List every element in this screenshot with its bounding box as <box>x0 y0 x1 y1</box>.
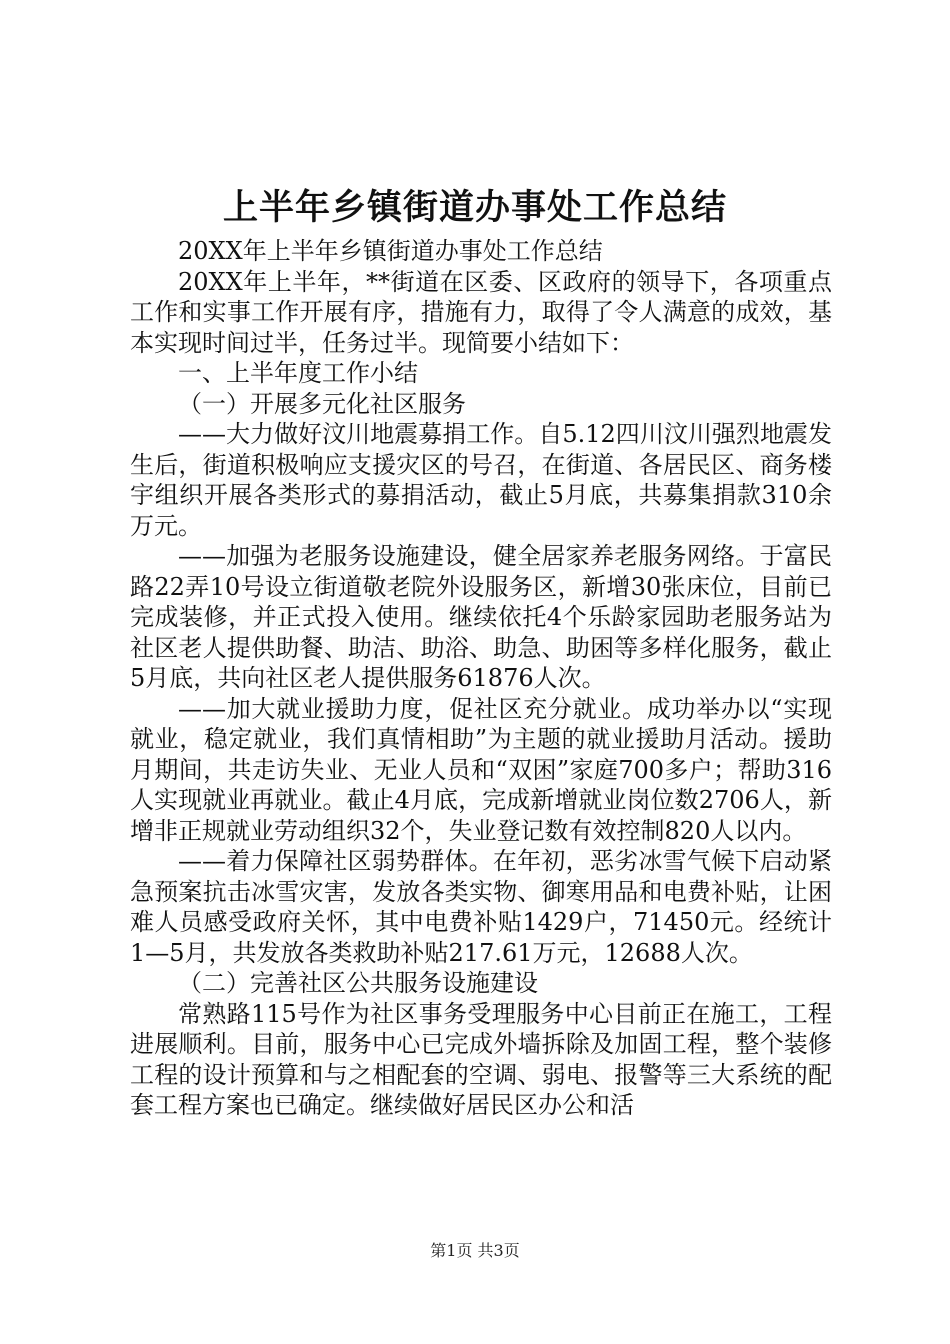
paragraph: ——大力做好汶川地震募捐工作。自5.12四川汶川强烈地震发生后，街道积极响应支援灾区的号召，在街道、各居民区、商务楼宇组织开展各类形式的募捐活动，截止5月底，共募集捐款310余万元。 <box>130 420 832 540</box>
subsection-heading: （一）开展多元化社区服务 <box>178 389 466 418</box>
section-heading: 一、上半年度工作小结 <box>178 359 418 387</box>
paragraph: 20XX年上半年乡镇街道办事处工作总结 <box>178 237 603 265</box>
subsection-heading: （二）完善社区公共服务设施建设 <box>178 969 538 997</box>
paragraph: ——加大就业援助力度，促社区充分就业。成功举办以“实现就业，稳定就业，我们真情相助”为主题的就业援助月活动。援助月期间，共走访失业、无业人员和“双困”家庭700多户；帮助316人实现就业再就业。截止4月底，完成新增就业岗位数2706人，新增非正规就业劳动组织32个，失业登记数有效控制820人以内。 <box>130 694 832 845</box>
document-body <box>130 236 832 1121</box>
page-number-footer: 第1页 共3页 <box>430 1241 520 1260</box>
paragraph: 常熟路115号作为社区事务受理服务中心目前正在施工，工程进展顺利。目前，服务中心已完成外墙拆除及加固工程，整个装修工程的设计预算和与之相配套的空调、弱电、报警等三大系统的配套工程方案也已确定。继续做好居民区办公和活 <box>130 999 832 1119</box>
document-title: 上半年乡镇街道办事处工作总结 <box>222 187 727 228</box>
paragraph: ——着力保障社区弱势群体。在年初，恶劣冰雪气候下启动紧急预案抗击冰雪灾害，发放各类实物、御寒用品和电费补贴，让困难人员感受政府关怀，其中电费补贴1429户，71450元。经统计1—5月，共发放各类救助补贴217.61万元，12688人次。 <box>130 847 832 967</box>
paragraph: 20XX年上半年，**街道在区委、区政府的领导下，各项重点工作和实事工作开展有序，措施有力，取得了令人满意的成效，基本实现时间过半，任务过半。现简要小结如下： <box>130 267 832 357</box>
paragraph: ——加强为老服务设施建设，健全居家养老服务网络。于富民路22弄10号设立街道敬老院外设服务区，新增30张床位，目前已完成装修，并正式投入使用。继续依托4个乐龄家园助老服务站为社区老人提供助餐、助洁、助浴、助急、助困等多样化服务，截止5月底，共向社区老人提供服务61876人次。 <box>130 542 832 692</box>
